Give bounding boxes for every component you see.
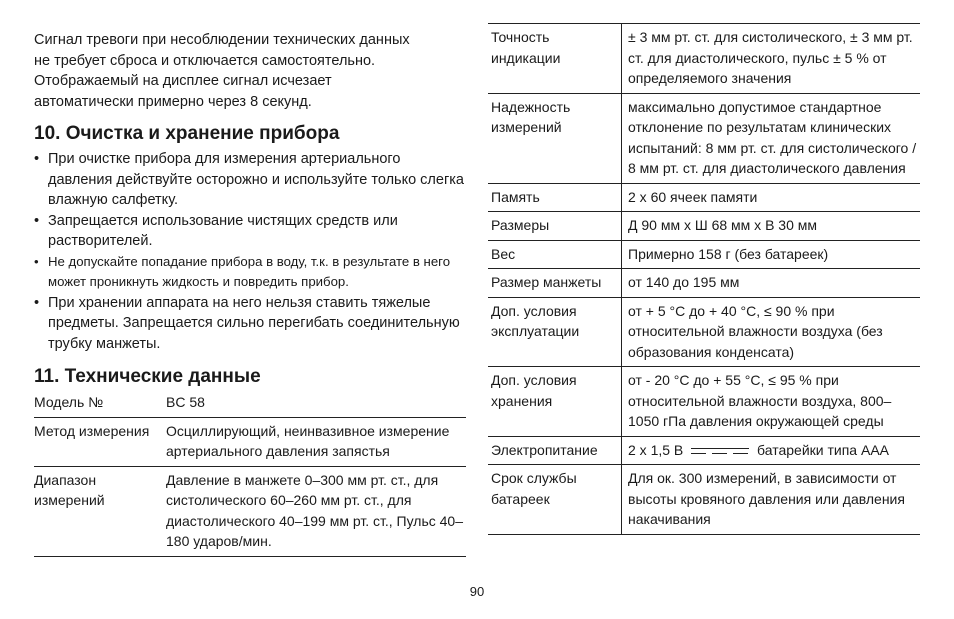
table-row <box>488 367 920 437</box>
table-row <box>34 417 466 466</box>
spec-key: Диапазон измерений <box>34 471 105 508</box>
spec-value: BC 58 <box>166 394 205 410</box>
spec-key: Точность индикации <box>488 24 622 94</box>
spec-value: от - 20 °C до + 55 °C, ≤ 95 % при относительной влажности воздуха, 800–1050 гПа давления окружающей среды <box>628 372 892 429</box>
intro-line-3: Отображаемый на дисплее сигнал исчезает <box>34 73 332 89</box>
cleaning-bullet-list <box>34 149 466 354</box>
spec-value: Примерно 158 г (без батареек) <box>628 245 829 262</box>
table-row <box>34 389 466 417</box>
spec-key: Доп. условия эксплуатации <box>488 297 622 367</box>
spec-key: Доп. условия хранения <box>488 367 622 437</box>
spec-key: Вес <box>488 240 622 269</box>
spec-value: 2 x 60 ячеек памяти <box>628 188 758 205</box>
page-number: 90 <box>469 584 485 599</box>
spec-value: максимально допустимое стандартное отклонение по результатам клинических испытаний: 8 мм рт. ст. для систолического / 8 мм рт. ст. для диастолического давления <box>628 98 917 176</box>
intro-line-2: не требует сброса и отключается самостоятельно. <box>34 52 376 69</box>
power-voltage: 2 x 1,5 В <box>628 441 684 458</box>
spec-key: Надежность измерений <box>488 93 622 183</box>
spec-table-right <box>488 23 920 535</box>
spec-key: Размеры <box>488 212 622 241</box>
right-column <box>488 23 920 535</box>
bullet-item: • Не допускайте попадание прибора в воду, т.к. в результате в него может проникнуть жидкость и повредить прибор. <box>34 252 466 293</box>
table-row <box>488 212 920 241</box>
table-row <box>488 436 920 465</box>
bullet-item: • Запрещается использование чистящих средств или растворителей. <box>34 211 466 252</box>
table-row <box>488 297 920 367</box>
spec-key: Модель № <box>34 394 104 410</box>
spec-value: Осциллирующий, неинвазивное измерение артериального давления запястья <box>166 422 450 459</box>
table-row <box>488 93 920 183</box>
table-row <box>34 466 466 556</box>
section-11-title: 11. Технические данные <box>34 366 261 387</box>
spec-key: Электропитание <box>488 436 622 465</box>
spec-value <box>622 436 921 465</box>
table-row <box>488 183 920 212</box>
spec-value: от 140 до 195 мм <box>628 274 740 290</box>
spec-key: Метод измерения <box>34 422 150 439</box>
bullet-item: • При очистке прибора для измерения артериального давления действуйте осторожно и используйте только слегка влажную салфетку. <box>34 149 466 211</box>
dc-voltage-icon <box>691 446 749 456</box>
spec-value: Для ок. 300 измерений, в зависимости от высоты кровяного давления или давления накачивания <box>628 470 905 527</box>
intro-line-4: автоматически примерно через 8 секунд. <box>34 93 312 110</box>
spec-key: Размер манжеты <box>488 269 622 298</box>
bullet-item: • При хранении аппарата на него нельзя ставить тяжелые предметы. Запрещается сильно перегибать соединительную трубку манжеты. <box>34 293 466 355</box>
spec-value: ± 3 мм рт. ст. для систолического, ± 3 мм рт. ст. для диастолического, пульс ± 5 % от определяемого значения <box>628 29 913 86</box>
section-10-title: 10. Очистка и хранение прибора <box>34 123 340 144</box>
spec-value: Давление в манжете 0–300 мм рт. ст., для систолического 60–260 мм рт. ст., для диастолического 40–199 мм рт. ст., Пульс 40–180 ударов/мин. <box>166 471 463 549</box>
battery-type: батарейки типа AAA <box>757 441 889 458</box>
spec-value: Д 90 мм x Ш 68 мм x В 30 мм <box>628 217 818 233</box>
spec-key: Память <box>488 183 622 212</box>
spec-table-left <box>34 389 466 557</box>
table-row <box>488 24 920 94</box>
spec-key: Срок службы батареек <box>488 465 622 535</box>
spec-value: от + 5 °C до + 40 °C, ≤ 90 % при относительной влажности воздуха (без образования конденсата) <box>628 302 883 360</box>
table-row <box>488 465 920 535</box>
table-row <box>488 269 920 298</box>
table-row <box>488 240 920 269</box>
left-column <box>34 30 466 557</box>
intro-line-1: Сигнал тревоги при несоблюдении технических данных <box>34 32 410 48</box>
